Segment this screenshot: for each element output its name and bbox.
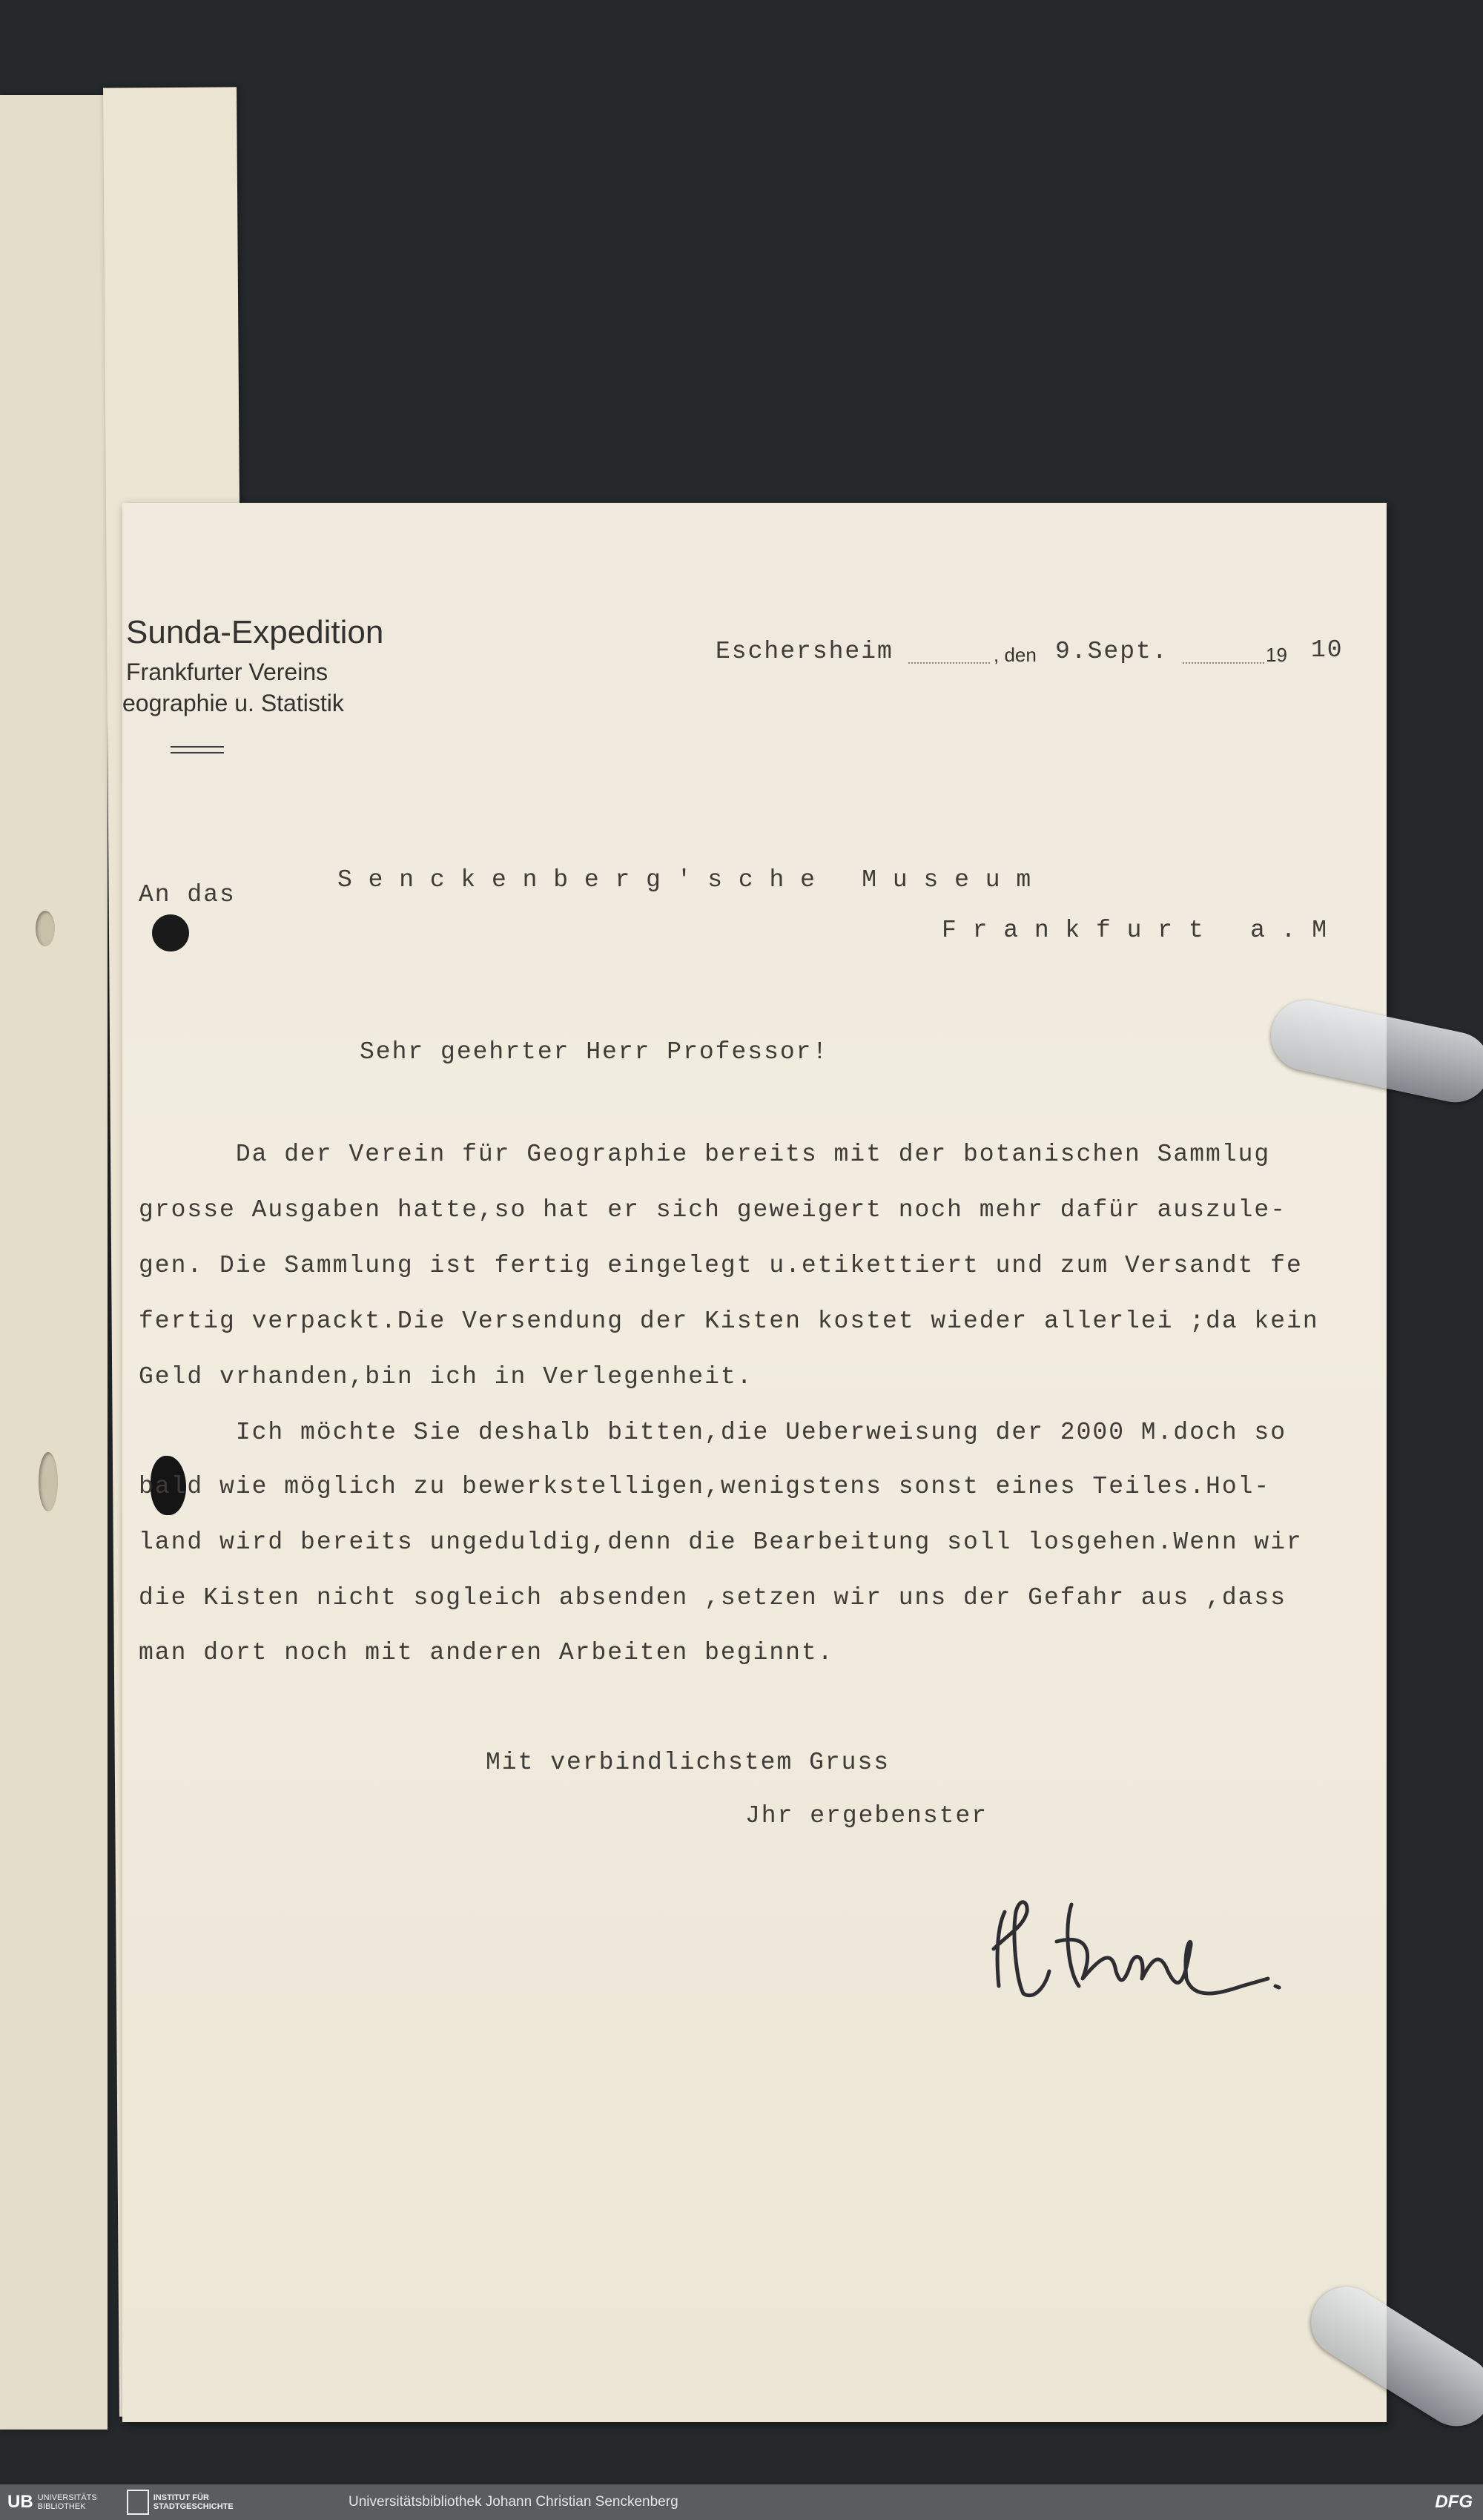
place: Eschersheim [716, 638, 894, 665]
an-das: An das [139, 881, 236, 908]
dotted-line [1183, 662, 1264, 664]
footer-credit: Universitätsbibliothek Johann Christian Senckenberg [349, 2494, 678, 2510]
year-suffix: 10 [1311, 636, 1344, 664]
date: 9.Sept. [1055, 638, 1169, 665]
body-line: die Kisten nicht sogleich absenden ,setzen wir uns der Gefahr aus ,dass [139, 1584, 1287, 1612]
stg-sub-line: INSTITUT FÜR [153, 2493, 209, 2502]
paper-hole [36, 911, 55, 946]
recipient: S e n c k e n b e r g ' s c h e M u s e u m [337, 866, 1032, 894]
letterhead-rule [171, 746, 224, 748]
letterhead-rule [171, 752, 224, 753]
body-line: land wird bereits ungeduldig,denn die Bearbeitung soll losgehen.Wenn wir [139, 1528, 1303, 1556]
recipient-city: F r a n k f u r t a . M [942, 917, 1328, 944]
closing-ergebenster: Jhr ergebenster [745, 1802, 988, 1830]
handwritten-signature [982, 1882, 1294, 2031]
stg-sub-line: STADTGESCHICHTE [153, 2502, 234, 2511]
ub-sub-line: UNIVERSITÄTS [37, 2493, 97, 2502]
year-prefix: 19 [1266, 644, 1287, 666]
den-label: , den [994, 644, 1037, 666]
dfg-logo: DFG [1435, 2492, 1473, 2512]
body-line: Da der Verein für Geographie bereits mit der botanischen Sammlug [139, 1141, 1271, 1168]
body-line: Ich möchte Sie deshalb bitten,die Ueberweisung der 2000 M.doch so [139, 1419, 1287, 1446]
ub-sub-line: BIBLIOTHEK [37, 2502, 86, 2511]
background-paper-sheet [0, 95, 108, 2430]
body-line: fertig verpackt.Die Versendung der Kisten kostet wieder allerlei ;da kein [139, 1307, 1319, 1335]
body-line: gen. Die Sammlung ist fertig eingelegt u.etikettiert und zum Versandt fe [139, 1252, 1303, 1279]
body-line: bald wie möglich zu bewerkstelligen,wenigstens sonst eines Teiles.Hol- [139, 1473, 1271, 1500]
institute-icon [127, 2490, 149, 2515]
letterhead-line: eographie u. Statistik [122, 690, 344, 716]
body-line: grosse Ausgaben hatte,so hat er sich geweigert noch mehr dafür auszule- [139, 1196, 1287, 1224]
punch-hole [152, 914, 189, 951]
letter-sheet [122, 503, 1387, 2422]
body-line: Geld vrhanden,bin ich in Verlegenheit. [139, 1363, 753, 1391]
stadtgeschichte-logo [119, 2484, 241, 2520]
footer-bar [0, 2484, 1483, 2520]
letterhead-title: Sunda-Expedition [126, 614, 384, 650]
ub-logo [0, 2484, 105, 2520]
paper-hole [39, 1452, 58, 1511]
closing-greeting: Mit verbindlichstem Gruss [486, 1749, 891, 1776]
letterhead-line: Frankfurter Vereins [126, 659, 328, 685]
body-line: man dort noch mit anderen Arbeiten beginnt. [139, 1639, 834, 1666]
ub-label: UB [7, 2492, 33, 2512]
salutation: Sehr geehrter Herr Professor! [360, 1038, 829, 1066]
dotted-line [908, 662, 990, 664]
